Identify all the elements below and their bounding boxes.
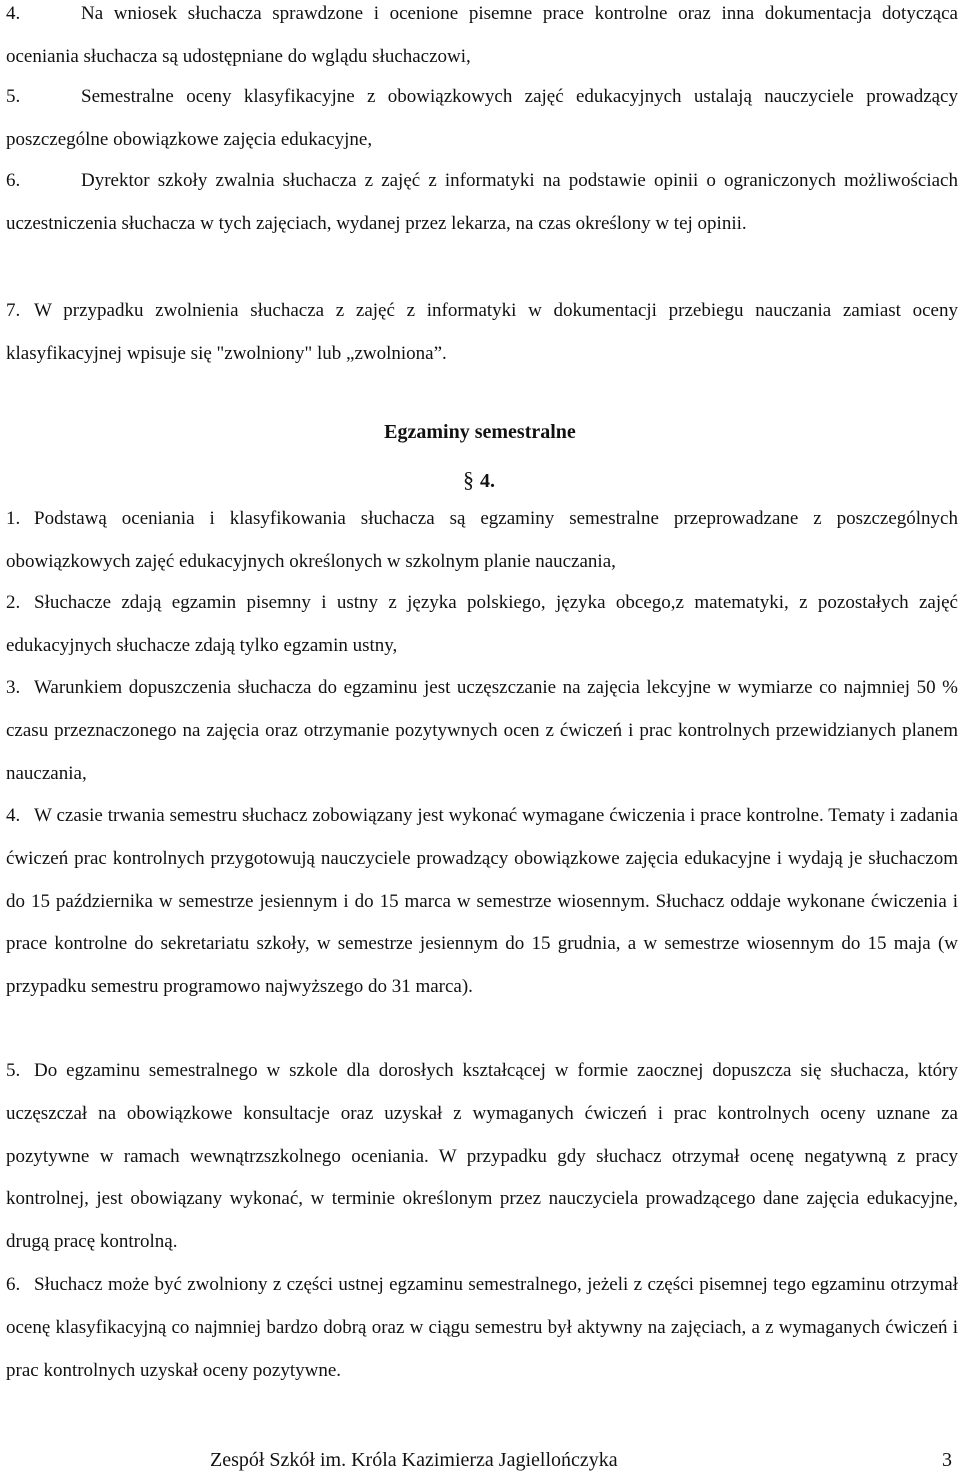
paragraph-number: 6. bbox=[6, 170, 21, 191]
paragraph-5-top bbox=[6, 76, 958, 162]
section-paragraph-6 bbox=[6, 1264, 958, 1392]
paragraph-number: 5. bbox=[6, 86, 21, 107]
paragraph-text: Dyrektor szkoły zwalnia słuchacza z zajęć z informatyki na podstawie opinii o ograniczonych możliwościach uczestniczenia słuchacza w tych zajęciach, wydanej przez lekarza, na czas określony w tej opinii. bbox=[6, 170, 958, 234]
paragraph-text: Słuchacze zdają egzamin pisemny i ustny z języka polskiego, języka obcego,z matematyki, z pozostałych zajęć edukacyjnych słuchacze zdają tylko egzamin ustny, bbox=[6, 592, 958, 656]
paragraph-number: 1. bbox=[6, 508, 21, 529]
paragraph-text: Warunkiem dopuszczenia słuchacza do egzaminu jest uczęszczanie na zajęcia lekcyjne w wymiarze co najmniej 50 % czasu przeznaczonego na zajęcia oraz otrzymanie pozytywnych ocen z ćwiczeń i prac kontrolnych przewidzianych planem nauczania, bbox=[6, 677, 958, 784]
paragraph-7-top bbox=[6, 290, 958, 376]
section-number-value: 4. bbox=[480, 470, 495, 492]
section-heading: Egzaminy semestralne bbox=[384, 421, 576, 443]
paragraph-4-top bbox=[6, 0, 958, 79]
section-number bbox=[463, 465, 495, 496]
paragraph-text: W czasie trwania semestru słuchacz zobowiązany jest wykonać wymagane ćwiczenia i prace kontrolne. Tematy i zadania ćwiczeń prac kontrolnych przygotowują nauczyciele prowadzący obowiązkowe zajęcia edukacyjne i wydają je słuchaczom do 15 października w semestrze jesiennym i do 15 marca w semestrze wiosennym. Słuchacz oddaje wykonane ćwiczenia i prace kontrolne do sekretariatu szkoły, w semestrze jesiennym do 15 grudnia, a w semestrze wiosennym do 15 maja (w przypadku semestru programowo najwyższego do 31 marca). bbox=[6, 805, 958, 998]
paragraph-text: Semestralne oceny klasyfikacyjne z obowiązkowych zajęć edukacyjnych ustalają nauczyciele prowadzący poszczególne obowiązkowe zajęcia edukacyjne, bbox=[6, 86, 958, 150]
paragraph-text: Do egzaminu semestralnego w szkole dla dorosłych kształcącej w formie zaocznej dopuszcza się słuchacza, który uczęszczał na obowiązkowe konsultacje oraz uzyskał z wymaganych ćwiczeń i prac kontrolnych oceny uznane za pozytywne w ramach wewnątrzszkolnego oceniania. W przypadku gdy słuchacz otrzymał ocenę negatywną z pracy kontrolnej, jest obowiązany wykonać, w terminie określonym przez nauczyciela prowadzącego dane zajęcia edukacyjne, drugą pracę kontrolną. bbox=[6, 1060, 958, 1253]
section-paragraph-2 bbox=[6, 582, 958, 668]
footer-school-name: Zespół Szkół im. Króla Kazimierza Jagiellończyka bbox=[210, 1449, 618, 1471]
section-paragraph-1 bbox=[6, 498, 958, 584]
paragraph-number: 6. bbox=[6, 1274, 21, 1295]
section-paragraph-4 bbox=[6, 795, 958, 1009]
section-paragraph-3 bbox=[6, 667, 958, 795]
paragraph-number: 3. bbox=[6, 677, 21, 698]
paragraph-number: 4. bbox=[6, 805, 21, 826]
paragraph-number: 5. bbox=[6, 1060, 21, 1081]
paragraph-text: W przypadku zwolnienia słuchacza z zajęć z informatyki w dokumentacji przebiegu nauczania zamiast oceny klasyfikacyjnej wpisuje się "zwolniony" lub „zwolniona”. bbox=[6, 300, 958, 364]
paragraph-text: Na wniosek słuchacza sprawdzone i ocenione pisemne prace kontrolne oraz inna dokumentacja dotycząca oceniania słuchacza są udostępniane do wglądu słuchaczowi, bbox=[6, 3, 958, 67]
paragraph-number: 7. bbox=[6, 300, 21, 321]
paragraph-number: 4. bbox=[6, 3, 21, 24]
paragraph-6-top bbox=[6, 160, 958, 246]
page-number: 3 bbox=[942, 1449, 952, 1471]
paragraph-number: 2. bbox=[6, 592, 21, 613]
section-symbol: § bbox=[463, 467, 474, 492]
paragraph-text: Słuchacz może być zwolniony z części ustnej egzaminu semestralnego, jeżeli z części pisemnej tego egzaminu otrzymał ocenę klasyfikacyjną co najmniej bardzo dobrą oraz w ciągu semestru był aktywny na zajęciach, a z wymaganych ćwiczeń i prac kontrolnych uzyskał oceny pozytywne. bbox=[6, 1274, 958, 1381]
section-paragraph-5 bbox=[6, 1050, 958, 1264]
paragraph-text: Podstawą oceniania i klasyfikowania słuchacza są egzaminy semestralne przeprowadzane z poszczególnych obowiązkowych zajęć edukacyjnych określonych w szkolnym planie nauczania, bbox=[6, 508, 958, 572]
